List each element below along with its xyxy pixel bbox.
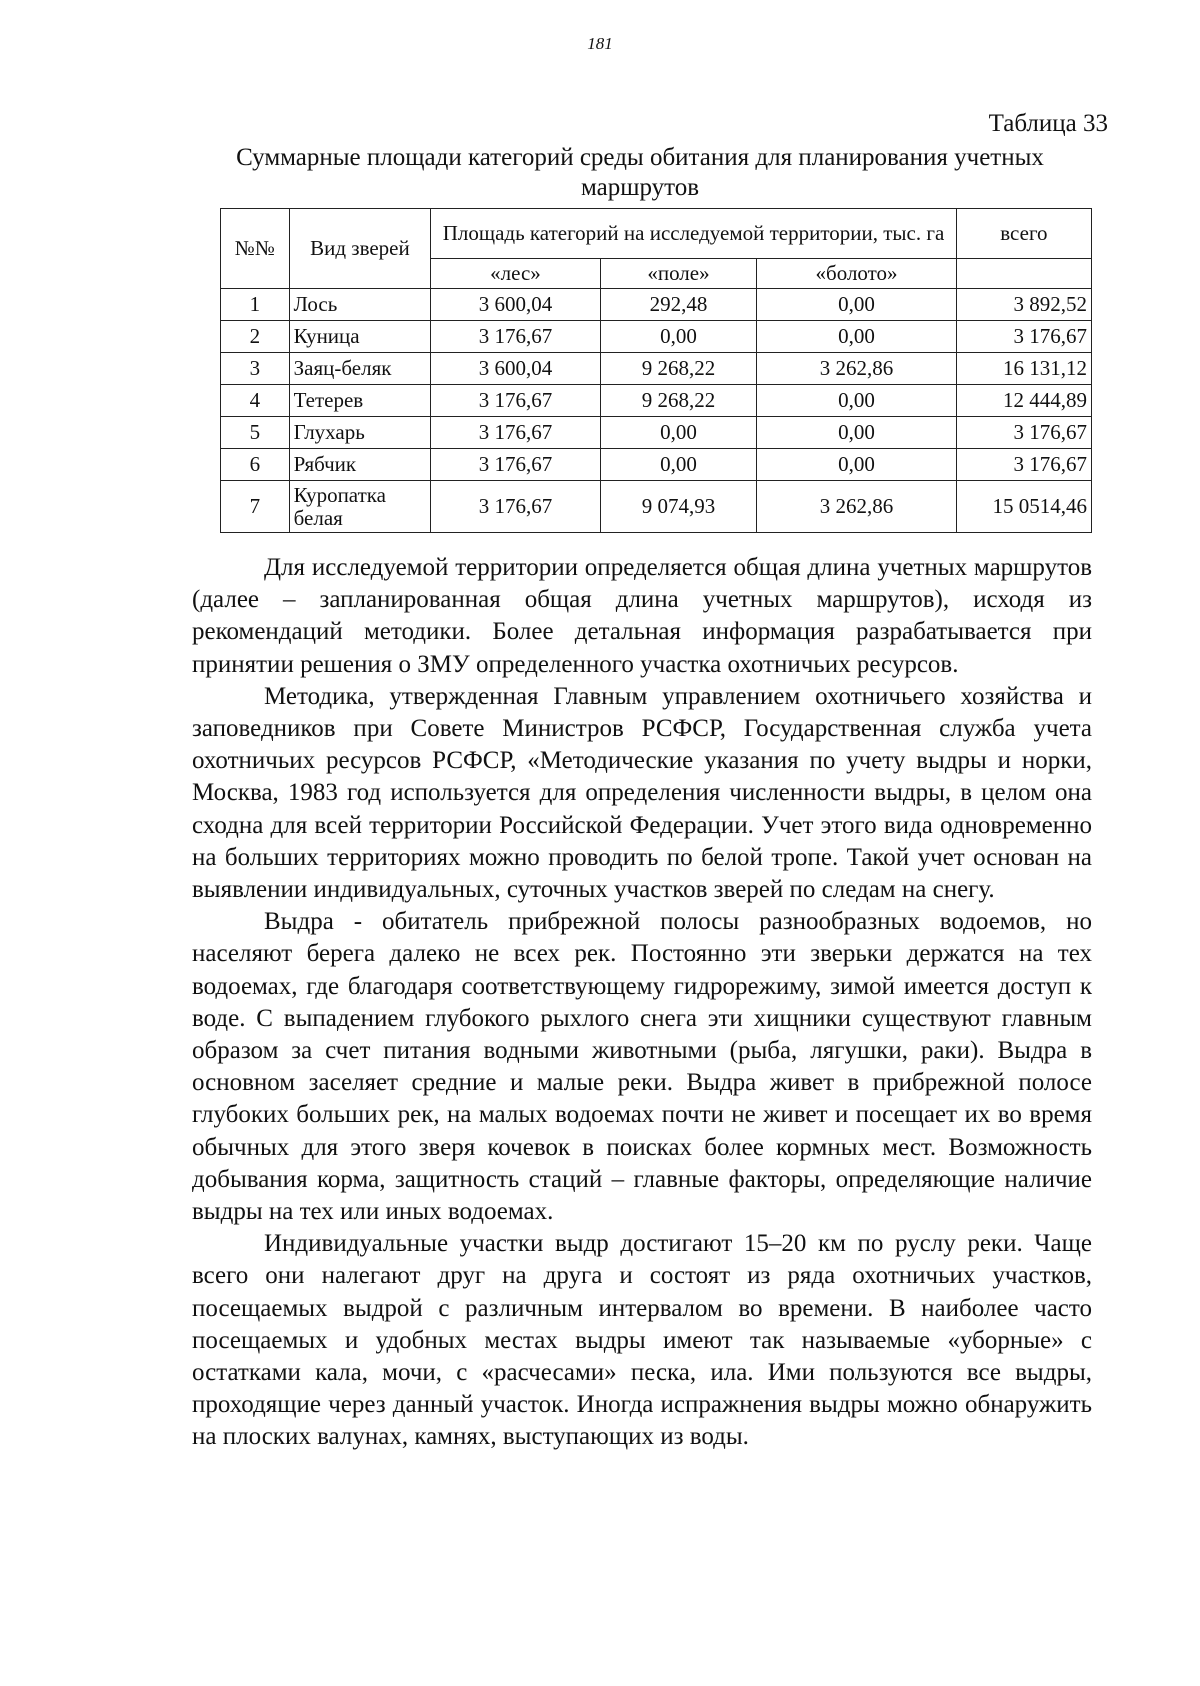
row-total: 3 176,67: [956, 321, 1091, 353]
table-header: [221, 209, 1092, 289]
row-field: 9 268,22: [600, 385, 757, 417]
page-number: 181: [587, 34, 613, 53]
header-species: Вид зверей: [289, 209, 431, 289]
body-text: [192, 552, 1092, 1454]
paragraph: Методика, утвержденная Главным управлением охотничьего хозяйства и заповедников при Совете Министров РСФСР, Государственная служба учета охотничьих ресурсов РСФСР, «Методические указания по учету выдры и норки, Москва, 1983 год используется для определения численности выдры, в целом она сходна для всей территории Российской Федерации. Учет этого вида одновременно на больших территориях можно проводить по белой тропе. Такой учет основан на выявлении индивидуальных, суточных участков зверей по следам на снегу.: [192, 682, 1092, 904]
row-species: Куница: [289, 321, 431, 353]
row-field: 0,00: [600, 321, 757, 353]
header-swamp: «болото»: [757, 259, 957, 289]
table-row: [221, 385, 1092, 417]
row-total: 16 131,12: [956, 353, 1091, 385]
row-species: Куропатка белая: [289, 481, 431, 533]
row-field: 9 074,93: [600, 481, 757, 533]
table-row: [221, 321, 1092, 353]
row-species: Тетерев: [289, 385, 431, 417]
row-forest: 3 176,67: [431, 385, 600, 417]
row-field: 0,00: [600, 449, 757, 481]
row-total: 3 892,52: [956, 289, 1091, 321]
row-total: 3 176,67: [956, 449, 1091, 481]
header-total-blank: [956, 259, 1091, 289]
row-species: Глухарь: [289, 417, 431, 449]
table-row: [221, 353, 1092, 385]
habitat-area-table: [220, 208, 1092, 533]
header-field: «поле»: [600, 259, 757, 289]
row-num: 7: [221, 481, 290, 533]
row-swamp: 3 262,86: [757, 353, 957, 385]
row-forest: 3 600,04: [431, 289, 600, 321]
row-total: 3 176,67: [956, 417, 1091, 449]
header-num: №№: [221, 209, 290, 289]
row-swamp: 0,00: [757, 289, 957, 321]
table-row: [221, 289, 1092, 321]
row-total: 15 0514,46: [956, 481, 1091, 533]
row-species: Лось: [289, 289, 431, 321]
row-swamp: 3 262,86: [757, 481, 957, 533]
row-forest: 3 176,67: [431, 321, 600, 353]
header-total: всего: [956, 209, 1091, 259]
table-body: [221, 289, 1092, 533]
row-forest: 3 176,67: [431, 417, 600, 449]
row-forest: 3 176,67: [431, 449, 600, 481]
table-title: Суммарные площади категорий среды обитания для планирования учетных маршрутов: [236, 144, 1044, 201]
row-field: 9 268,22: [600, 353, 757, 385]
row-total: 12 444,89: [956, 385, 1091, 417]
row-num: 2: [221, 321, 290, 353]
paragraph: Индивидуальные участки выдр достигают 15–20 км по руслу реки. Чаще всего они налегают друг на друга и состоят из ряда охотничьих участков, посещаемых выдрой с различным интервалом во времени. В наиболее часто посещаемых и удобных местах выдры имеют так называемые «уборные» с остатками кала, мочи, с «расчесами» песка, ила. Ими пользуются все выдры, проходящие через данный участок. Иногда испражнения выдры можно обнаружить на плоских валунах, камнях, выступающих из воды.: [192, 1230, 1092, 1451]
header-area-group: Площадь категорий на исследуемой территории, тыс. га: [431, 209, 957, 259]
row-swamp: 0,00: [757, 449, 957, 481]
paragraph: Выдра - обитатель прибрежной полосы разнообразных водоемов, но населяют берега далеко не всех рек. Постоянно эти зверьки держатся на тех водоемах, где благодаря соответствующему гидрорежиму, зимой имеется доступ к воде. С выпадением глубокого рыхлого снега эти хищники существуют главным образом за счет питания водными животными (рыба, лягушки, раки). Выдра в основном заселяет средние и малые реки. Выдра живет в прибрежной полосе глубоких больших рек, на малых водоемах почти не живет и посещает их во время обычных для этого зверя кочевок в поисках более кормных мест. Возможность добывания корма, защитность стаций – главные факторы, определяющие наличие выдры на тех или иных водоемах.: [192, 908, 1092, 1226]
row-num: 3: [221, 353, 290, 385]
row-forest: 3 600,04: [431, 353, 600, 385]
row-field: 0,00: [600, 417, 757, 449]
row-swamp: 0,00: [757, 321, 957, 353]
table-row: [221, 481, 1092, 533]
row-species: Рябчик: [289, 449, 431, 481]
header-forest: «лес»: [431, 259, 600, 289]
row-num: 6: [221, 449, 290, 481]
row-field: 292,48: [600, 289, 757, 321]
paragraph: Для исследуемой территории определяется общая длина учетных маршрутов (далее – запланированная общая длина учетных маршрутов), исходя из рекомендаций методики. Более детальная информация разрабатывается при принятии решения о ЗМУ определенного участка охотничьих ресурсов.: [192, 554, 1092, 678]
row-forest: 3 176,67: [431, 481, 600, 533]
row-swamp: 0,00: [757, 385, 957, 417]
table-label: Таблица 33: [988, 110, 1108, 137]
row-num: 4: [221, 385, 290, 417]
row-swamp: 0,00: [757, 417, 957, 449]
table-row: [221, 449, 1092, 481]
row-num: 5: [221, 417, 290, 449]
table-row: [221, 417, 1092, 449]
row-species: Заяц-беляк: [289, 353, 431, 385]
row-num: 1: [221, 289, 290, 321]
